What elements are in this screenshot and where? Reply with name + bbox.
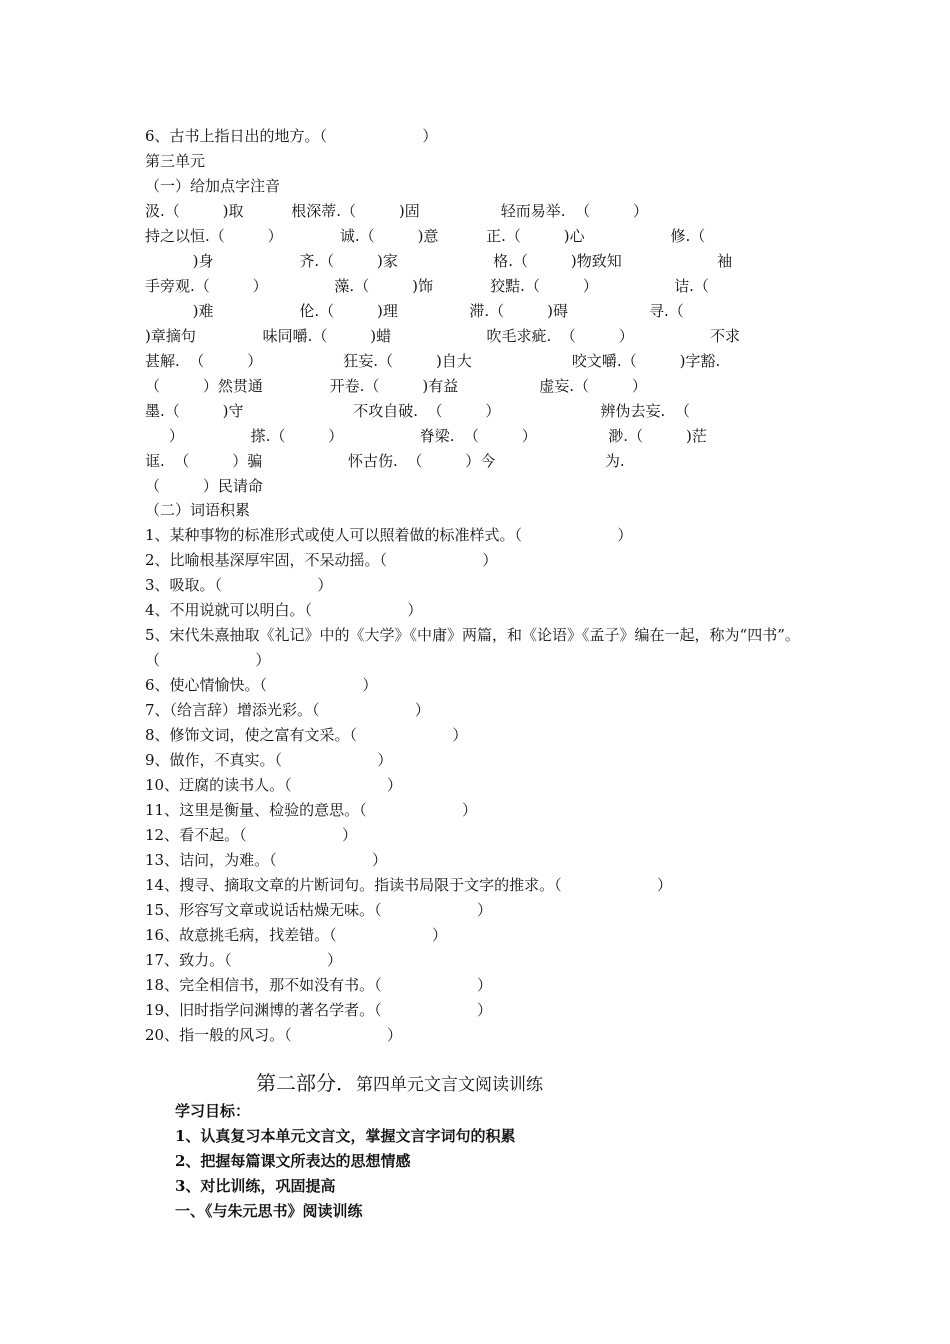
vocab-item: 11、这里是衡量、检验的意思。（ ） [145, 801, 477, 819]
section-title: （一）给加点字注音 [145, 177, 281, 195]
vocab-item: 17、致力。（ ） [145, 951, 342, 969]
vocab-item: 18、完全相信书，那不如没有书。（ ） [145, 976, 492, 994]
vocab-item: 9、做作，不真实。（ ） [145, 751, 393, 769]
vocab-item: 7、（给言辞）增添光彩。（ ） [145, 701, 430, 719]
vocab-item: 1、某种事物的标准形式或使人可以照着做的标准样式。（ ） [145, 526, 633, 544]
pinyin-row: )章摘句 味同嚼.（ )蜡 吹毛求疵. （ ） 不求 [145, 327, 741, 345]
part-heading-sub: 第四单元文言文阅读训练 [356, 1075, 543, 1095]
vocab-item: 20、指一般的风习。（ ） [145, 1026, 402, 1044]
pinyin-row: 持之以恒.（ ） 诚.（ )意 正.（ )心 修.（ [145, 227, 706, 245]
pinyin-row: 诓. （ ）骗 怀古伤. （ ）今 为. [145, 452, 625, 470]
vocab-item: 10、迂腐的读书人。（ ） [145, 776, 402, 794]
objective-item: 3、对比训练，巩固提高 [175, 1177, 336, 1195]
vocab-item: （ ） [145, 651, 271, 669]
vocab-item: 16、故意挑毛病，找差错。（ ） [145, 926, 447, 944]
vocab-item: 5、宋代朱熹抽取《礼记》中的《大学》《中庸》两篇，和《论语》《孟子》编在一起，称为“四书”。 [145, 626, 800, 644]
pinyin-row: （ ）然贯通 开卷.（ )有益 虚妄.（ ） [145, 377, 647, 395]
vocab-item: 2、比喻根基深厚牢固，不呆动摇。（ ） [145, 551, 498, 569]
pinyin-row: 手旁观.（ ） 藻.（ )饰 狡黠.（ ） 诘.（ [145, 277, 709, 295]
objective-item: 1、认真复习本单元文言文，掌握文言字词句的积累 [175, 1127, 516, 1145]
unit-title: 第三单元 [145, 152, 206, 170]
vocab-item: 13、诘问，为难。（ ） [145, 851, 387, 869]
pinyin-row: 甚解. （ ） 狂妄.（ )自大 咬文嚼.（ )字豁. [145, 352, 721, 370]
vocab-item: 12、看不起。（ ） [145, 826, 357, 844]
objective-item: 2、把握每篇课文所表达的思想情感 [175, 1152, 411, 1170]
pinyin-row: )身 齐.（ )家 格.（ )物致知 袖 [145, 252, 733, 270]
pinyin-row: ） 搽.（ ） 脊梁. （ ） 渺.（ )茫 [145, 427, 707, 445]
part-heading [256, 1070, 543, 1098]
vocab-item: 6、使心情愉快。（ ） [145, 676, 378, 694]
pinyin-row: )难 伦.（ )理 滞.（ )碍 寻.（ [145, 302, 684, 320]
vocab-item: 14、搜寻、摘取文章的片断词句。指读书局限于文字的推求。（ ） [145, 876, 672, 894]
pinyin-row: （ ）民请命 [145, 477, 263, 495]
vocab-item: 19、旧时指学问渊博的著名学者。（ ） [145, 1001, 492, 1019]
pinyin-row: 墨.（ )守 不攻自破. （ ） 辨伪去妄. （ [145, 402, 690, 420]
objectives-title: 学习目标： [175, 1102, 251, 1120]
vocab-item: 15、形容写文章或说话枯燥无味。（ ） [145, 901, 492, 919]
section-heading: 一、《与朱元思书》阅读训练 [175, 1202, 363, 1220]
section-title: （二）词语积累 [145, 501, 251, 519]
pinyin-row: 汲.（ )取 根深蒂.（ )固 轻而易举. （ ） [145, 202, 649, 220]
vocab-item: 3、吸取。（ ） [145, 576, 333, 594]
vocab-item: 4、不用说就可以明白。（ ） [145, 601, 423, 619]
part-heading-main: 第二部分． [256, 1071, 356, 1095]
question-line: 6、古书上指日出的地方。（ ） [145, 127, 438, 145]
vocab-item: 8、修饰文词，使之富有文采。（ ） [145, 726, 468, 744]
